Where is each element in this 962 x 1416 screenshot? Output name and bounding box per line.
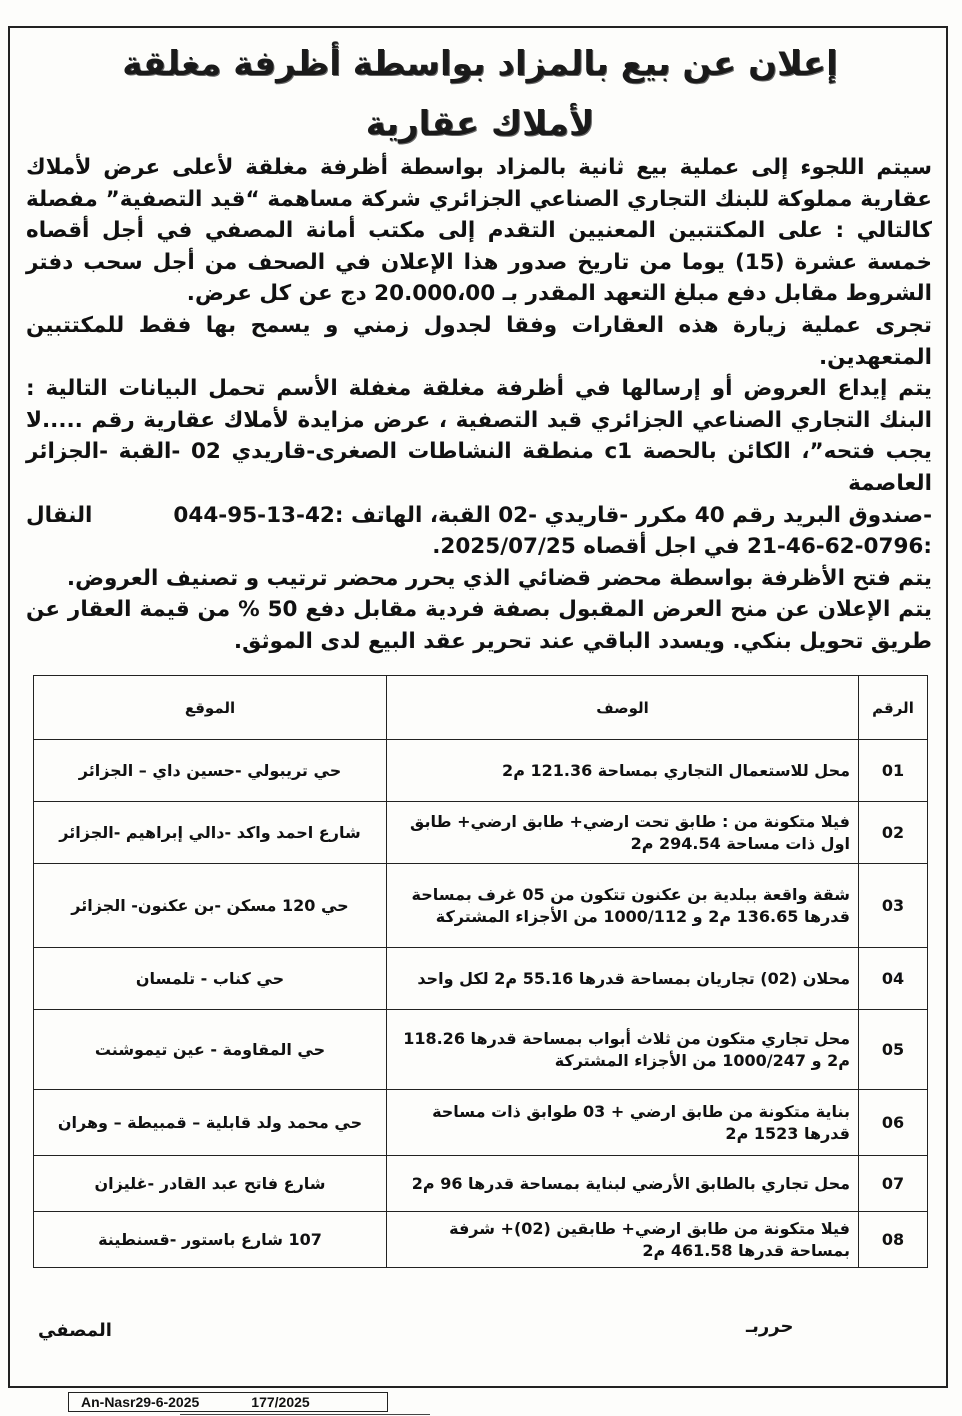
contact-mobile-label: النقال bbox=[26, 502, 93, 528]
table-header-row bbox=[34, 676, 928, 740]
row-number: 06 bbox=[859, 1090, 928, 1156]
row-description: بناية متكونة من طابق ارضي + 03 طوابق ذات مساحة قدرها 1523 م2 bbox=[387, 1090, 859, 1156]
table-row bbox=[34, 948, 928, 1010]
header-description: الوصف bbox=[387, 676, 859, 740]
row-number: 01 bbox=[859, 740, 928, 802]
row-location: حي تريبولي -حسين داي – الجزائر bbox=[34, 740, 387, 802]
handwritten-mark: حرربـ bbox=[746, 1316, 794, 1337]
row-description: محل تجاري متكون من ثلاث أبواب بمساحة قدرها 118.26 م2 و 1000/247 من الأجزاء المشتركة bbox=[387, 1010, 859, 1090]
paragraph-opening: يتم فتح الأظرفة بواسطة محضر قضائي الذي يحرر محضر ترتيب و تصنيف العروض. bbox=[66, 565, 932, 591]
row-description: شقة واقعة ببلدية بن عكنون تتكون من 05 غرف بمساحة قدرها 136.65 م2 و 1000/112 من الأجزاء المشتركة bbox=[387, 864, 859, 948]
row-location: حي 120 مسكن -بن عكنون- الجزائر bbox=[34, 864, 387, 948]
row-description: فيلا متكونة من طابق ارضي+ طابقين (02)+ شرفة بمساحة قدرها 461.58 م2 bbox=[387, 1212, 859, 1268]
contact-row bbox=[26, 500, 932, 532]
paragraph-intro: سيتم اللجوء إلى عملية بيع ثانية بالمزاد بواسطة أظرفة مغلقة لأعلى عرض لأملاك عقارية مملوكة للبنك التجاري الصناعي الجزائري شركة مساهمة “قيد التصفية” مفصلة كالتالي : على المكتتبين المعنيين التقدم إلى مكتب أمانة المصفي في أجل أقصاه خمسة عشرة (15) يوما من تاريخ صدور هذا الإعلان في الصحف من أجل سحب دفتر الشروط مقابل دفع مبلغ التعهد المقدر بـ 20.000،00 دج عن كل عرض. bbox=[26, 155, 932, 307]
header-location: الموقع bbox=[34, 676, 387, 740]
paragraph-submission: يتم إيداع العروض أو إرسالها في أظرفة مغلقة مغفلة الأسم تحمل البيانات التالية : البنك التجاري الصناعي الجزائري قيد التصفية ، عرض مزايدة لأملاك عقارية رقم .....لا يجب فتحه”، الكائن بالحصة c1 منطقة النشاطات الصغرى-قاريدي 02 -القبة -الجزائر العاصمة bbox=[26, 376, 932, 496]
divider bbox=[180, 1414, 430, 1415]
row-number: 02 bbox=[859, 802, 928, 864]
paragraph-deadline: :21-46-62-0796 في اجل أقصاه 2025/07/25. bbox=[432, 534, 932, 560]
newspaper-date: An-Nasr29-6-2025 bbox=[81, 1394, 200, 1410]
table-row bbox=[34, 864, 928, 948]
notice-body bbox=[26, 152, 932, 658]
row-number: 03 bbox=[859, 864, 928, 948]
notice-subtitle: لأملاك عقارية bbox=[365, 104, 595, 144]
table-row bbox=[34, 1156, 928, 1212]
row-location: شارع احمد واكد -دالي إبراهيم -الجزائر bbox=[34, 802, 387, 864]
properties-table bbox=[33, 675, 928, 1268]
header-number: الرقم bbox=[859, 676, 928, 740]
row-location: حي محمد ولد قابلية – قمبيطة – وهران bbox=[34, 1090, 387, 1156]
row-location: حي كناب - تلمسان bbox=[34, 948, 387, 1010]
table-row bbox=[34, 1090, 928, 1156]
row-description: محل للاستعمال التجاري بمساحة 121.36 م2 bbox=[387, 740, 859, 802]
row-number: 04 bbox=[859, 948, 928, 1010]
paragraph-award: يتم الإعلان عن منح العرض المقبول بصفة فردية مقابل دفع 50 % من قيمة العقار عن طريق تحويل بنكي. ويسدد الباقي عند تحرير عقد البيع لدى الموثق. bbox=[26, 597, 932, 654]
row-location: حي المقاومة - عين تيموشنت bbox=[34, 1010, 387, 1090]
paragraph-visits: تجرى عملية زيارة هذه العقارات وفقا لجدول زمني و يسمح بها فقط للمكتتبين المتعهدين. bbox=[26, 312, 932, 370]
notice-title: إعلان عن بيع بالمزاد بواسطة أظرفة مغلقة bbox=[122, 44, 838, 84]
row-description: محلان (02) تجاريان بمساحة قدرها 55.16 م2 لكل واحد bbox=[387, 948, 859, 1010]
row-number: 05 bbox=[859, 1010, 928, 1090]
row-description: فيلا متكونة من : طابق تحت ارضي+ طابق ارضي+ طابق اول ذات مساحة 294.54 م2 bbox=[387, 802, 859, 864]
table-row bbox=[34, 1010, 928, 1090]
row-description: محل تجاري بالطابق الأرضي لبناية بمساحة قدرها 96 م2 bbox=[387, 1156, 859, 1212]
row-number: 07 bbox=[859, 1156, 928, 1212]
publication-footer bbox=[68, 1392, 388, 1412]
row-location: شارع فاتح عبد القادر -غليزان bbox=[34, 1156, 387, 1212]
row-number: 08 bbox=[859, 1212, 928, 1268]
reference-number: 177/2025 bbox=[251, 1394, 310, 1410]
table-row bbox=[34, 802, 928, 864]
table-row bbox=[34, 1212, 928, 1268]
liquidator-signature: المصفي bbox=[38, 1320, 112, 1341]
table-row bbox=[34, 740, 928, 802]
contact-phone: -صندوق البريد رقم 40 مكرر -قاريدي -02 القبة، الهاتف :42-13-95-044 bbox=[173, 502, 932, 528]
row-location: 107 شارع باستور -قسنطينة bbox=[34, 1212, 387, 1268]
